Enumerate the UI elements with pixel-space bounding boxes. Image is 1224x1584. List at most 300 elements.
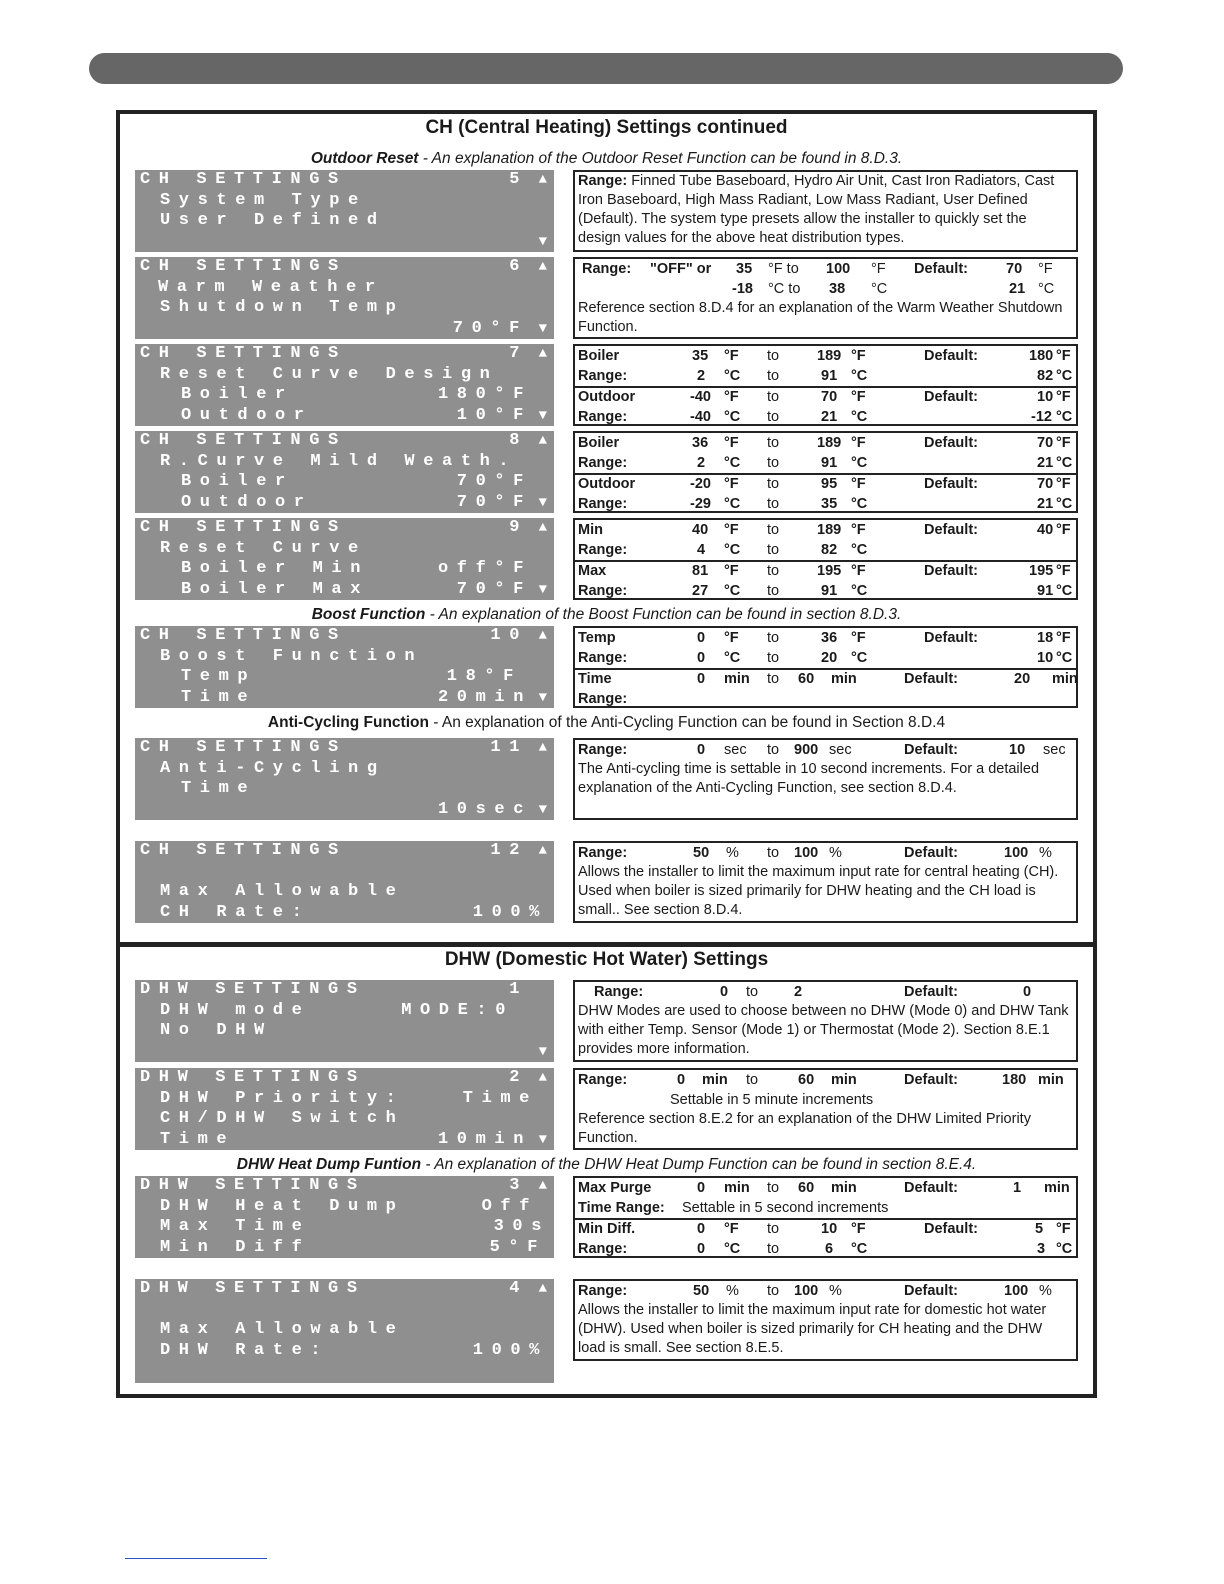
info-text: min bbox=[1038, 1072, 1064, 1088]
info-text: °C bbox=[1056, 455, 1073, 471]
lcd-text: 12 bbox=[490, 841, 528, 860]
lcd-text bbox=[160, 1089, 550, 1110]
lcd-text bbox=[160, 1197, 550, 1218]
lcd-text: 10 bbox=[490, 626, 528, 645]
lcd-text: 5°F bbox=[489, 1237, 546, 1257]
info-text: Default: bbox=[914, 261, 968, 277]
lcd-text: 11 bbox=[490, 738, 528, 757]
lcd-text: CH Rate: bbox=[160, 902, 311, 922]
triangle-up-icon: ▲ bbox=[538, 520, 547, 536]
lcd-text: 100% bbox=[472, 1340, 548, 1360]
table-row bbox=[578, 1239, 1073, 1259]
triangle-down-icon: ▼ bbox=[538, 581, 547, 598]
info-text: Reference section 8.E.2 for an explanation of the DHW Limited Priority Function. bbox=[578, 1111, 1031, 1146]
info-text: °C bbox=[851, 496, 868, 512]
info-text: to bbox=[746, 984, 759, 1000]
info-text: min bbox=[724, 1180, 750, 1196]
info-text: Range: bbox=[578, 455, 628, 471]
lcd-text: Boiler bbox=[181, 385, 294, 405]
info-text: 91 bbox=[1037, 583, 1054, 599]
info-text: 40 bbox=[692, 522, 709, 538]
info-text: °F bbox=[851, 522, 866, 538]
info-text: 0 bbox=[697, 1221, 706, 1237]
info-text: 60 bbox=[798, 1072, 815, 1088]
lcd-text: Time bbox=[181, 687, 257, 707]
lcd-text bbox=[181, 667, 550, 688]
info-text: 195 bbox=[817, 563, 842, 579]
info-text: 20 bbox=[1014, 671, 1031, 687]
info-text: Range: bbox=[578, 691, 628, 707]
lcd-text: DHW SETTINGS bbox=[140, 1176, 366, 1195]
table-row bbox=[578, 346, 1073, 366]
info-text: 189 bbox=[817, 522, 842, 538]
info-text: 100 bbox=[1004, 845, 1029, 861]
info-text: Temp bbox=[578, 630, 616, 646]
table-row bbox=[578, 453, 1073, 473]
lcd-text bbox=[140, 1068, 550, 1089]
lcd-text: DHW mode bbox=[160, 1000, 311, 1020]
lcd-text: off°F bbox=[437, 559, 532, 579]
lcd-text: CH SETTINGS bbox=[140, 344, 347, 363]
lcd-screen-ch-7 bbox=[135, 344, 554, 426]
info-text: 0 bbox=[697, 1241, 706, 1257]
lcd-text bbox=[181, 493, 550, 513]
info-text: °F bbox=[851, 348, 866, 364]
info-box-anticycling bbox=[573, 738, 1078, 820]
info-text: °F bbox=[851, 1221, 866, 1237]
info-text: 70 bbox=[1037, 476, 1054, 492]
lcd-text: Temp bbox=[181, 667, 257, 687]
lcd-screen-ch-10 bbox=[135, 626, 554, 708]
info-text: Default: bbox=[924, 522, 978, 538]
lcd-screen-ch-11 bbox=[135, 738, 554, 820]
info-text: Range: bbox=[594, 984, 644, 1000]
info-text: 100 bbox=[794, 845, 819, 861]
info-text: to bbox=[746, 1072, 759, 1088]
info-text: °F bbox=[724, 522, 739, 538]
info-text: Reference section 8.D.4 for an explanation of the Warm Weather Shutdown Function. bbox=[578, 300, 1063, 335]
info-text: Range: bbox=[578, 1241, 628, 1257]
info-text: 189 bbox=[817, 348, 842, 364]
lcd-text bbox=[160, 1217, 550, 1238]
lcd-text: Boost Function bbox=[160, 646, 424, 666]
info-text: °F bbox=[1056, 1221, 1071, 1237]
info-text: to bbox=[767, 389, 780, 405]
lcd-text: 6 bbox=[509, 257, 528, 276]
info-text: 2 bbox=[697, 455, 706, 471]
info-text: 10 bbox=[1037, 650, 1054, 666]
info-text: 38 bbox=[829, 281, 846, 297]
lcd-text: Boiler Min bbox=[181, 559, 370, 579]
triangle-up-icon: ▲ bbox=[538, 172, 547, 188]
info-text: °C bbox=[1056, 650, 1073, 666]
info-text: sec bbox=[1043, 742, 1066, 758]
info-text: 0 bbox=[1023, 984, 1032, 1000]
lcd-text bbox=[140, 738, 550, 759]
info-text: to bbox=[767, 1241, 780, 1257]
info-text: DHW Modes are used to choose between no DHW (Mode 0) and DHW Tank with either Temp. Sensor (Mode 1) or Thermostat (Mode 2). Section 8.E.1 provides more information. bbox=[578, 1003, 1069, 1057]
info-text: to bbox=[767, 563, 780, 579]
info-text: 1 bbox=[1013, 1180, 1022, 1196]
info-text: °C bbox=[851, 455, 868, 471]
info-text: to bbox=[767, 496, 780, 512]
info-text: to bbox=[767, 845, 780, 861]
table-row bbox=[578, 648, 1073, 668]
info-box-mild-weather bbox=[573, 431, 1078, 513]
lcd-text: Max Allowable bbox=[160, 882, 405, 902]
info-text: min bbox=[724, 671, 750, 687]
info-text: °C bbox=[1056, 583, 1073, 599]
info-text: °C bbox=[851, 542, 868, 558]
info-text: 0 bbox=[697, 742, 706, 758]
lcd-text: CH SETTINGS bbox=[140, 841, 347, 860]
info-text: °F bbox=[1056, 389, 1071, 405]
info-text: to bbox=[767, 368, 780, 384]
lcd-text: DHW Rate: bbox=[160, 1340, 330, 1360]
info-text: 4 bbox=[697, 542, 706, 558]
info-text: The Anti-cycling time is settable in 10 second increments. For a detailed explanation of the Anti-Cycling Function, see section 8.D.4. bbox=[578, 761, 1040, 796]
lcd-text: 10sec bbox=[437, 799, 532, 819]
info-text: °F bbox=[851, 389, 866, 405]
info-text: 50 bbox=[693, 845, 710, 861]
info-text: Default: bbox=[904, 1180, 958, 1196]
info-text: Range: bbox=[578, 368, 628, 384]
lcd-screen-ch-8 bbox=[135, 431, 554, 513]
info-text: Time bbox=[578, 671, 612, 687]
info-text: 10 bbox=[821, 1221, 838, 1237]
info-box-ch-rate bbox=[573, 841, 1078, 923]
info-text: °C bbox=[871, 281, 888, 297]
info-text: Default: bbox=[904, 1072, 958, 1088]
info-text: 0 bbox=[720, 984, 729, 1000]
info-text: Default: bbox=[904, 1283, 958, 1299]
info-text: 5 bbox=[1035, 1221, 1044, 1237]
info-text: Range: bbox=[578, 542, 628, 558]
triangle-up-icon: ▲ bbox=[538, 1281, 547, 1297]
info-text: 180 bbox=[1029, 348, 1054, 364]
lcd-screen-ch-5 bbox=[135, 170, 554, 252]
lcd-text bbox=[181, 385, 550, 406]
lcd-text: Outdoor bbox=[181, 492, 313, 512]
boost-subtitle: Boost Function - An explanation of the Boost Function can be found in section 8.D.3. bbox=[311, 606, 902, 623]
lcd-text: 30s bbox=[493, 1217, 550, 1237]
lcd-text bbox=[140, 626, 550, 647]
lcd-text: System Type bbox=[160, 190, 367, 210]
info-box-system-type bbox=[573, 170, 1078, 252]
lcd-screen-dhw-2 bbox=[135, 1068, 554, 1150]
info-text: % bbox=[829, 845, 842, 861]
lcd-text: No DHW bbox=[160, 1021, 273, 1041]
info-text: Outdoor bbox=[578, 476, 636, 492]
footer-link-underline bbox=[125, 1558, 267, 1559]
info-text: °F bbox=[1056, 563, 1071, 579]
triangle-up-icon: ▲ bbox=[538, 740, 547, 756]
lcd-screen-ch-6 bbox=[135, 257, 554, 339]
info-text bbox=[578, 1090, 1073, 1110]
info-text: Default: bbox=[904, 984, 958, 1000]
info-text: °F bbox=[1038, 261, 1053, 277]
info-text bbox=[578, 279, 1073, 299]
triangle-down-icon: ▼ bbox=[538, 407, 547, 424]
lcd-text: 70°F bbox=[456, 579, 532, 599]
lcd-text bbox=[160, 903, 550, 923]
table-row bbox=[578, 1198, 1073, 1218]
lcd-text bbox=[160, 1130, 550, 1150]
info-text: 60 bbox=[798, 1180, 815, 1196]
lcd-text: Max Allowable bbox=[160, 1320, 405, 1340]
info-text: Range: bbox=[578, 496, 628, 512]
lcd-text: Boiler bbox=[181, 472, 294, 492]
info-text: °F bbox=[1056, 630, 1071, 646]
info-text: to bbox=[767, 671, 780, 687]
section-divider bbox=[116, 942, 1097, 947]
table-row bbox=[578, 628, 1073, 648]
info-text: °C bbox=[724, 650, 741, 666]
info-text: °F bbox=[1056, 476, 1071, 492]
info-text: °C bbox=[851, 1241, 868, 1257]
lcd-text: 7 bbox=[509, 344, 528, 363]
info-text: Boiler bbox=[578, 348, 620, 364]
info-text: Default: bbox=[924, 1221, 978, 1237]
info-text: 180 bbox=[1002, 1072, 1027, 1088]
lcd-text: 1 bbox=[509, 980, 528, 999]
info-text: °C bbox=[724, 583, 741, 599]
info-text: 35 bbox=[821, 496, 838, 512]
info-text: Settable in 5 second increments bbox=[682, 1200, 889, 1216]
table-row bbox=[578, 520, 1073, 540]
lcd-text: Shutdown Temp bbox=[160, 298, 405, 318]
info-text: to bbox=[767, 650, 780, 666]
lcd-text bbox=[140, 319, 550, 339]
info-text: 50 bbox=[693, 1283, 710, 1299]
info-text: Default: bbox=[924, 476, 978, 492]
info-text bbox=[578, 843, 1073, 863]
info-text: Default: bbox=[924, 389, 978, 405]
info-text: °F bbox=[1056, 435, 1071, 451]
lcd-text: 100% bbox=[472, 902, 548, 922]
info-text: Default: bbox=[904, 742, 958, 758]
lcd-text bbox=[140, 800, 550, 820]
info-text: 0 bbox=[697, 630, 706, 646]
info-text: Settable in 5 minute increments bbox=[670, 1092, 874, 1108]
anticycling-subtitle: Anti-Cycling Function - An explanation of the Anti-Cycling Function can be found in Section 8.D.4 bbox=[267, 714, 946, 731]
info-text: Range: bbox=[578, 583, 628, 599]
info-text: 60 bbox=[798, 671, 815, 687]
info-text: 10 bbox=[1037, 389, 1054, 405]
info-text: to bbox=[767, 630, 780, 646]
info-text: -40 bbox=[690, 389, 711, 405]
lcd-text: Off bbox=[481, 1196, 538, 1216]
table-row bbox=[578, 581, 1073, 601]
info-text: to bbox=[767, 583, 780, 599]
info-text: Default: bbox=[924, 435, 978, 451]
triangle-down-icon: ▼ bbox=[538, 494, 547, 511]
info-text: -12 bbox=[1031, 409, 1052, 425]
table-row bbox=[578, 433, 1073, 453]
triangle-down-icon: ▼ bbox=[538, 1131, 547, 1148]
info-text: % bbox=[1039, 845, 1052, 861]
triangle-down-icon: ▼ bbox=[538, 233, 547, 250]
info-text: 35 bbox=[736, 261, 753, 277]
lcd-text: DHW SETTINGS bbox=[140, 1279, 366, 1298]
info-text: Allows the installer to limit the maximum input rate for domestic hot water (DHW). Used when boiler is sized primarily for CH heating and the DHW load is small. See section 8.E.5. bbox=[578, 1302, 1047, 1356]
lcd-screen-dhw-4 bbox=[135, 1279, 554, 1383]
info-text: Min bbox=[578, 522, 603, 538]
info-text: Default: bbox=[924, 348, 978, 364]
table-row bbox=[578, 689, 1073, 709]
info-text: °C bbox=[851, 368, 868, 384]
info-text: Range: bbox=[578, 845, 628, 861]
lcd-text: Reset Curve Design bbox=[160, 364, 499, 384]
lcd-screen-ch-9 bbox=[135, 518, 554, 600]
info-text: min bbox=[831, 1072, 857, 1088]
lcd-text: 9 bbox=[509, 518, 528, 537]
info-text: 36 bbox=[692, 435, 709, 451]
info-text: 70 bbox=[821, 389, 838, 405]
info-text: Min Diff. bbox=[578, 1221, 636, 1237]
lcd-text: 70°F bbox=[452, 318, 528, 338]
lcd-text bbox=[160, 1001, 550, 1022]
info-box-warm-weather bbox=[573, 257, 1078, 339]
ch-section-title: CH (Central Heating) Settings continued bbox=[425, 117, 788, 138]
info-text: Default: bbox=[924, 630, 978, 646]
info-text: °C bbox=[1056, 368, 1073, 384]
info-text: to bbox=[767, 522, 780, 538]
lcd-text: Outdoor bbox=[181, 405, 313, 425]
info-box-reset-curve-design bbox=[573, 344, 1078, 426]
info-text: Default: bbox=[904, 845, 958, 861]
table-row bbox=[578, 387, 1073, 407]
lcd-text bbox=[140, 1176, 550, 1197]
info-text: °F bbox=[724, 476, 739, 492]
lcd-text: 70°F bbox=[456, 492, 532, 512]
info-text: Default: bbox=[904, 671, 958, 687]
lcd-text: CH SETTINGS bbox=[140, 257, 347, 276]
table-row bbox=[578, 540, 1073, 560]
info-text: to bbox=[767, 1180, 780, 1196]
info-text: Range: bbox=[578, 1283, 628, 1299]
lcd-text: User Defined bbox=[160, 211, 386, 231]
info-text: 91 bbox=[821, 455, 838, 471]
lcd-text: 3 bbox=[509, 1176, 528, 1195]
triangle-up-icon: ▲ bbox=[538, 628, 547, 644]
lcd-text bbox=[140, 431, 550, 452]
lcd-text: 4 bbox=[509, 1279, 528, 1298]
info-text bbox=[578, 172, 1073, 248]
lcd-text: Warm Weather bbox=[158, 277, 384, 297]
info-text: °F bbox=[724, 435, 739, 451]
info-text: to bbox=[767, 476, 780, 492]
lcd-text bbox=[140, 518, 550, 539]
lcd-text bbox=[140, 170, 550, 191]
lcd-text: 10°F bbox=[456, 405, 532, 425]
info-text: °C bbox=[724, 496, 741, 512]
info-text: °F bbox=[851, 435, 866, 451]
info-text: °C bbox=[851, 650, 868, 666]
info-text: % bbox=[1039, 1283, 1052, 1299]
info-text: °F bbox=[851, 563, 866, 579]
info-text: Max bbox=[578, 563, 607, 579]
info-text: % bbox=[726, 1283, 739, 1299]
info-text: 95 bbox=[821, 476, 838, 492]
info-text: °C to bbox=[768, 281, 801, 297]
info-text: °C bbox=[724, 1241, 741, 1257]
info-text: Range: bbox=[578, 173, 628, 189]
lcd-text bbox=[181, 406, 550, 426]
info-text: °F to bbox=[768, 261, 799, 277]
info-text: 6 bbox=[825, 1241, 834, 1257]
info-text: °F bbox=[851, 476, 866, 492]
lcd-text: DHW Heat Dump bbox=[160, 1196, 405, 1216]
table-row bbox=[578, 366, 1073, 386]
info-text bbox=[578, 259, 1073, 279]
lcd-text: CH SETTINGS bbox=[140, 170, 347, 189]
info-text: 40 bbox=[1037, 522, 1054, 538]
info-text: "OFF" or bbox=[650, 261, 712, 277]
info-text: % bbox=[829, 1283, 842, 1299]
info-text: % bbox=[726, 845, 739, 861]
info-text: 18 bbox=[1037, 630, 1054, 646]
lcd-text: Time bbox=[462, 1088, 538, 1108]
info-text: to bbox=[767, 742, 780, 758]
info-text bbox=[578, 982, 1073, 1002]
triangle-up-icon: ▲ bbox=[538, 433, 547, 449]
info-text: Time Range: bbox=[578, 1200, 665, 1216]
info-text: °F bbox=[724, 630, 739, 646]
info-text: 0 bbox=[677, 1072, 686, 1088]
lcd-text: DHW SETTINGS bbox=[140, 1068, 366, 1087]
info-text: 21 bbox=[821, 409, 838, 425]
lcd-text bbox=[160, 1341, 550, 1362]
table-row bbox=[578, 1219, 1073, 1239]
info-text: °F bbox=[724, 563, 739, 579]
info-text: Default: bbox=[924, 563, 978, 579]
info-text: °C bbox=[1056, 496, 1073, 512]
info-text: to bbox=[767, 435, 780, 451]
lcd-text: DHW SETTINGS bbox=[140, 980, 366, 999]
info-text: °C bbox=[851, 409, 868, 425]
lcd-text: 18°F bbox=[446, 667, 522, 687]
info-text: 21 bbox=[1009, 281, 1026, 297]
info-box-dhw-rate bbox=[573, 1279, 1078, 1361]
info-text: °F bbox=[871, 261, 886, 277]
info-text: 21 bbox=[1037, 496, 1054, 512]
info-text: 70 bbox=[1037, 435, 1054, 451]
info-text: 82 bbox=[1037, 368, 1054, 384]
info-text: 3 bbox=[1037, 1241, 1046, 1257]
lcd-text: 8 bbox=[509, 431, 528, 450]
table-row bbox=[578, 494, 1073, 514]
info-box-reset-curve-minmax bbox=[573, 518, 1078, 600]
info-text: to bbox=[767, 348, 780, 364]
lcd-text: R.Curve Mild Weath. bbox=[160, 451, 518, 471]
lcd-screen-dhw-3 bbox=[135, 1176, 554, 1258]
triangle-down-icon: ▼ bbox=[538, 320, 547, 337]
info-text: 195 bbox=[1029, 563, 1054, 579]
lcd-text: CH SETTINGS bbox=[140, 431, 347, 450]
info-text: °F bbox=[724, 1221, 739, 1237]
lcd-text: 70°F bbox=[456, 472, 532, 492]
lcd-text: MODE:0 bbox=[401, 1000, 514, 1020]
info-text: 0 bbox=[697, 671, 706, 687]
info-text: °C bbox=[851, 583, 868, 599]
info-text: 0 bbox=[697, 650, 706, 666]
info-text: 36 bbox=[821, 630, 838, 646]
lcd-text bbox=[181, 688, 550, 708]
info-text: °C bbox=[1056, 409, 1073, 425]
header-bar bbox=[89, 53, 1123, 84]
info-text: 70 bbox=[1006, 261, 1023, 277]
